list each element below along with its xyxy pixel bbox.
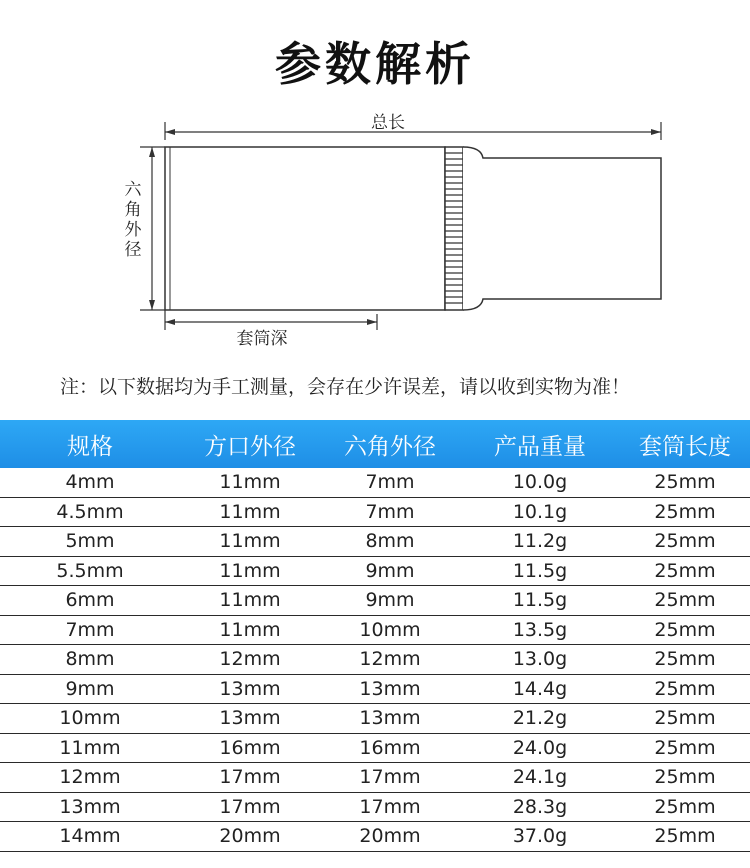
cell-weight: 24.1g	[512, 766, 568, 789]
cell-hex-diameter: 13mm	[359, 677, 421, 700]
svg-text:六: 六	[124, 180, 142, 200]
total-length-label: 总长	[371, 113, 405, 133]
svg-text:角: 角	[124, 200, 142, 220]
table-body	[0, 468, 750, 852]
cell-length: 25mm	[654, 618, 716, 641]
table-row	[0, 498, 750, 528]
cell-hex-diameter: 17mm	[359, 766, 421, 789]
table-row	[0, 822, 750, 852]
cell-square-diameter: 12mm	[219, 648, 281, 671]
cell-square-diameter: 13mm	[219, 677, 281, 700]
cell-length: 25mm	[654, 471, 716, 494]
cell-spec: 7mm	[65, 618, 115, 641]
header-square-diameter: 方口外径	[204, 433, 296, 460]
header-length: 套筒长度	[639, 433, 731, 460]
cell-weight: 21.2g	[512, 707, 568, 730]
cell-spec: 4.5mm	[56, 500, 124, 523]
cell-length: 25mm	[654, 825, 716, 848]
cell-length: 25mm	[654, 707, 716, 730]
cell-hex-diameter: 20mm	[359, 825, 421, 848]
table-row	[0, 586, 750, 616]
cell-hex-diameter: 9mm	[365, 559, 415, 582]
cell-weight: 37.0g	[512, 825, 568, 848]
header-hex-diameter: 六角外径	[344, 433, 436, 460]
cell-spec: 12mm	[59, 766, 121, 789]
cell-hex-diameter: 10mm	[359, 618, 421, 641]
cell-weight: 11.2g	[512, 530, 568, 553]
cell-length: 25mm	[654, 589, 716, 612]
cell-hex-diameter: 12mm	[359, 648, 421, 671]
cell-length: 25mm	[654, 559, 716, 582]
cell-spec: 4mm	[65, 471, 115, 494]
cell-square-diameter: 11mm	[219, 589, 281, 612]
cell-spec: 11mm	[59, 736, 121, 759]
hex-outer-label	[125, 180, 143, 260]
socket-diagram	[0, 110, 750, 350]
cell-spec: 6mm	[65, 589, 115, 612]
cell-length: 25mm	[654, 530, 716, 553]
cell-length: 25mm	[654, 648, 716, 671]
cell-square-diameter: 11mm	[219, 500, 281, 523]
cell-hex-diameter: 8mm	[365, 530, 415, 553]
cell-spec: 9mm	[65, 677, 115, 700]
cell-square-diameter: 11mm	[219, 530, 281, 553]
cell-weight: 11.5g	[512, 559, 568, 582]
cell-weight: 28.3g	[512, 795, 568, 818]
table-row	[0, 557, 750, 587]
table-row	[0, 763, 750, 793]
table-header	[0, 420, 750, 468]
cell-hex-diameter: 9mm	[365, 589, 415, 612]
table-row	[0, 704, 750, 734]
socket-depth-label: 套筒深	[236, 329, 288, 349]
cell-square-diameter: 13mm	[219, 707, 281, 730]
cell-weight: 13.5g	[512, 618, 568, 641]
cell-weight: 13.0g	[512, 648, 568, 671]
page-title: 参数解析	[275, 37, 475, 91]
cell-weight: 10.1g	[512, 500, 568, 523]
cell-length: 25mm	[654, 795, 716, 818]
table-row	[0, 675, 750, 705]
cell-length: 25mm	[654, 500, 716, 523]
table-row	[0, 734, 750, 764]
cell-hex-diameter: 7mm	[365, 471, 415, 494]
cell-spec: 5.5mm	[56, 559, 124, 582]
cell-square-diameter: 11mm	[219, 618, 281, 641]
header-weight: 产品重量	[494, 433, 586, 460]
cell-hex-diameter: 7mm	[365, 500, 415, 523]
measurement-note: 注：以下数据均为手工测量，会存在少许误差，请以收到实物为准！	[60, 376, 631, 398]
cell-square-diameter: 17mm	[219, 795, 281, 818]
cell-length: 25mm	[654, 736, 716, 759]
svg-text:外: 外	[124, 220, 142, 240]
cell-spec: 5mm	[65, 530, 115, 553]
cell-weight: 11.5g	[512, 589, 568, 612]
table-row	[0, 468, 750, 498]
cell-square-diameter: 11mm	[219, 559, 281, 582]
cell-square-diameter: 11mm	[219, 471, 281, 494]
cell-weight: 24.0g	[512, 736, 568, 759]
cell-length: 25mm	[654, 766, 716, 789]
cell-spec: 8mm	[65, 648, 115, 671]
cell-hex-diameter: 16mm	[359, 736, 421, 759]
cell-square-diameter: 17mm	[219, 766, 281, 789]
table-row	[0, 645, 750, 675]
table-row	[0, 793, 750, 823]
cell-spec: 13mm	[59, 795, 121, 818]
svg-text:径: 径	[124, 240, 142, 260]
table-row	[0, 527, 750, 557]
cell-length: 25mm	[654, 677, 716, 700]
spec-table	[0, 420, 750, 852]
cell-hex-diameter: 13mm	[359, 707, 421, 730]
cell-spec: 10mm	[59, 707, 121, 730]
cell-square-diameter: 20mm	[219, 825, 281, 848]
cell-weight: 10.0g	[512, 471, 568, 494]
cell-square-diameter: 16mm	[219, 736, 281, 759]
header-spec: 规格	[67, 433, 113, 460]
cell-spec: 14mm	[59, 825, 121, 848]
table-row	[0, 616, 750, 646]
cell-weight: 14.4g	[512, 677, 568, 700]
cell-hex-diameter: 17mm	[359, 795, 421, 818]
